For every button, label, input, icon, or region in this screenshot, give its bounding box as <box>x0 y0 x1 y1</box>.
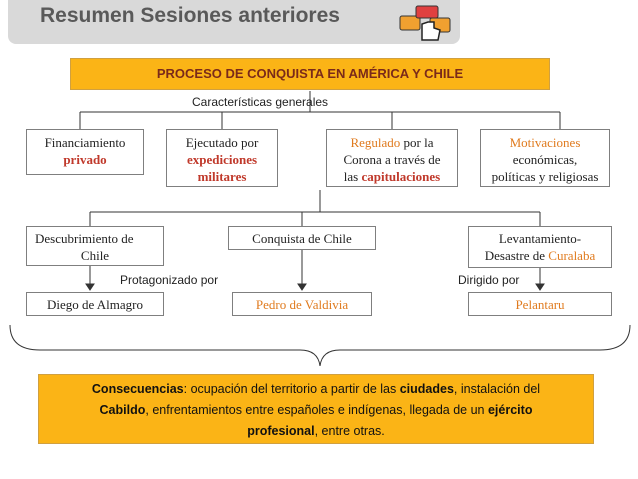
main-title: PROCESO DE CONQUISTA EN AMÉRICA Y CHILE <box>70 58 550 90</box>
box-levantamiento: Levantamiento- Desastre de Curalaba <box>468 226 612 268</box>
page-title: Resumen Sesiones anteriores <box>40 4 340 27</box>
box-diego-de-almagro: Diego de Almagro <box>26 292 164 316</box>
box-conquista: Conquista de Chile <box>228 226 376 250</box>
box-pedro-de-valdivia: Pedro de Valdivia <box>232 292 372 316</box>
box-regulado: Regulado por la Corona a través de las capitulaciones <box>326 129 458 187</box>
caption-dirigido: Dirigido por <box>458 273 520 287</box>
box-motivaciones: Motivaciones económicas, políticas y religiosas <box>480 129 610 187</box>
box-financiamiento: Financiamiento privado <box>26 129 144 175</box>
box-descubrimiento: Descubrimiento de Chile <box>26 226 164 266</box>
consequences-box: Consecuencias: ocupación del territorio a partir de las ciudades, instalación del Cabildo, enfrentamientos entre españoles e indígenas, llegada de un ejército profesional, entre otras. <box>38 374 594 444</box>
box-pelantaru: Pelantaru <box>468 292 612 316</box>
box-ejecutado: Ejecutado por expediciones militares <box>166 129 278 187</box>
caption-protagonizado: Protagonizado por <box>120 273 219 287</box>
caption-caracteristicas: Características generales <box>192 95 329 109</box>
